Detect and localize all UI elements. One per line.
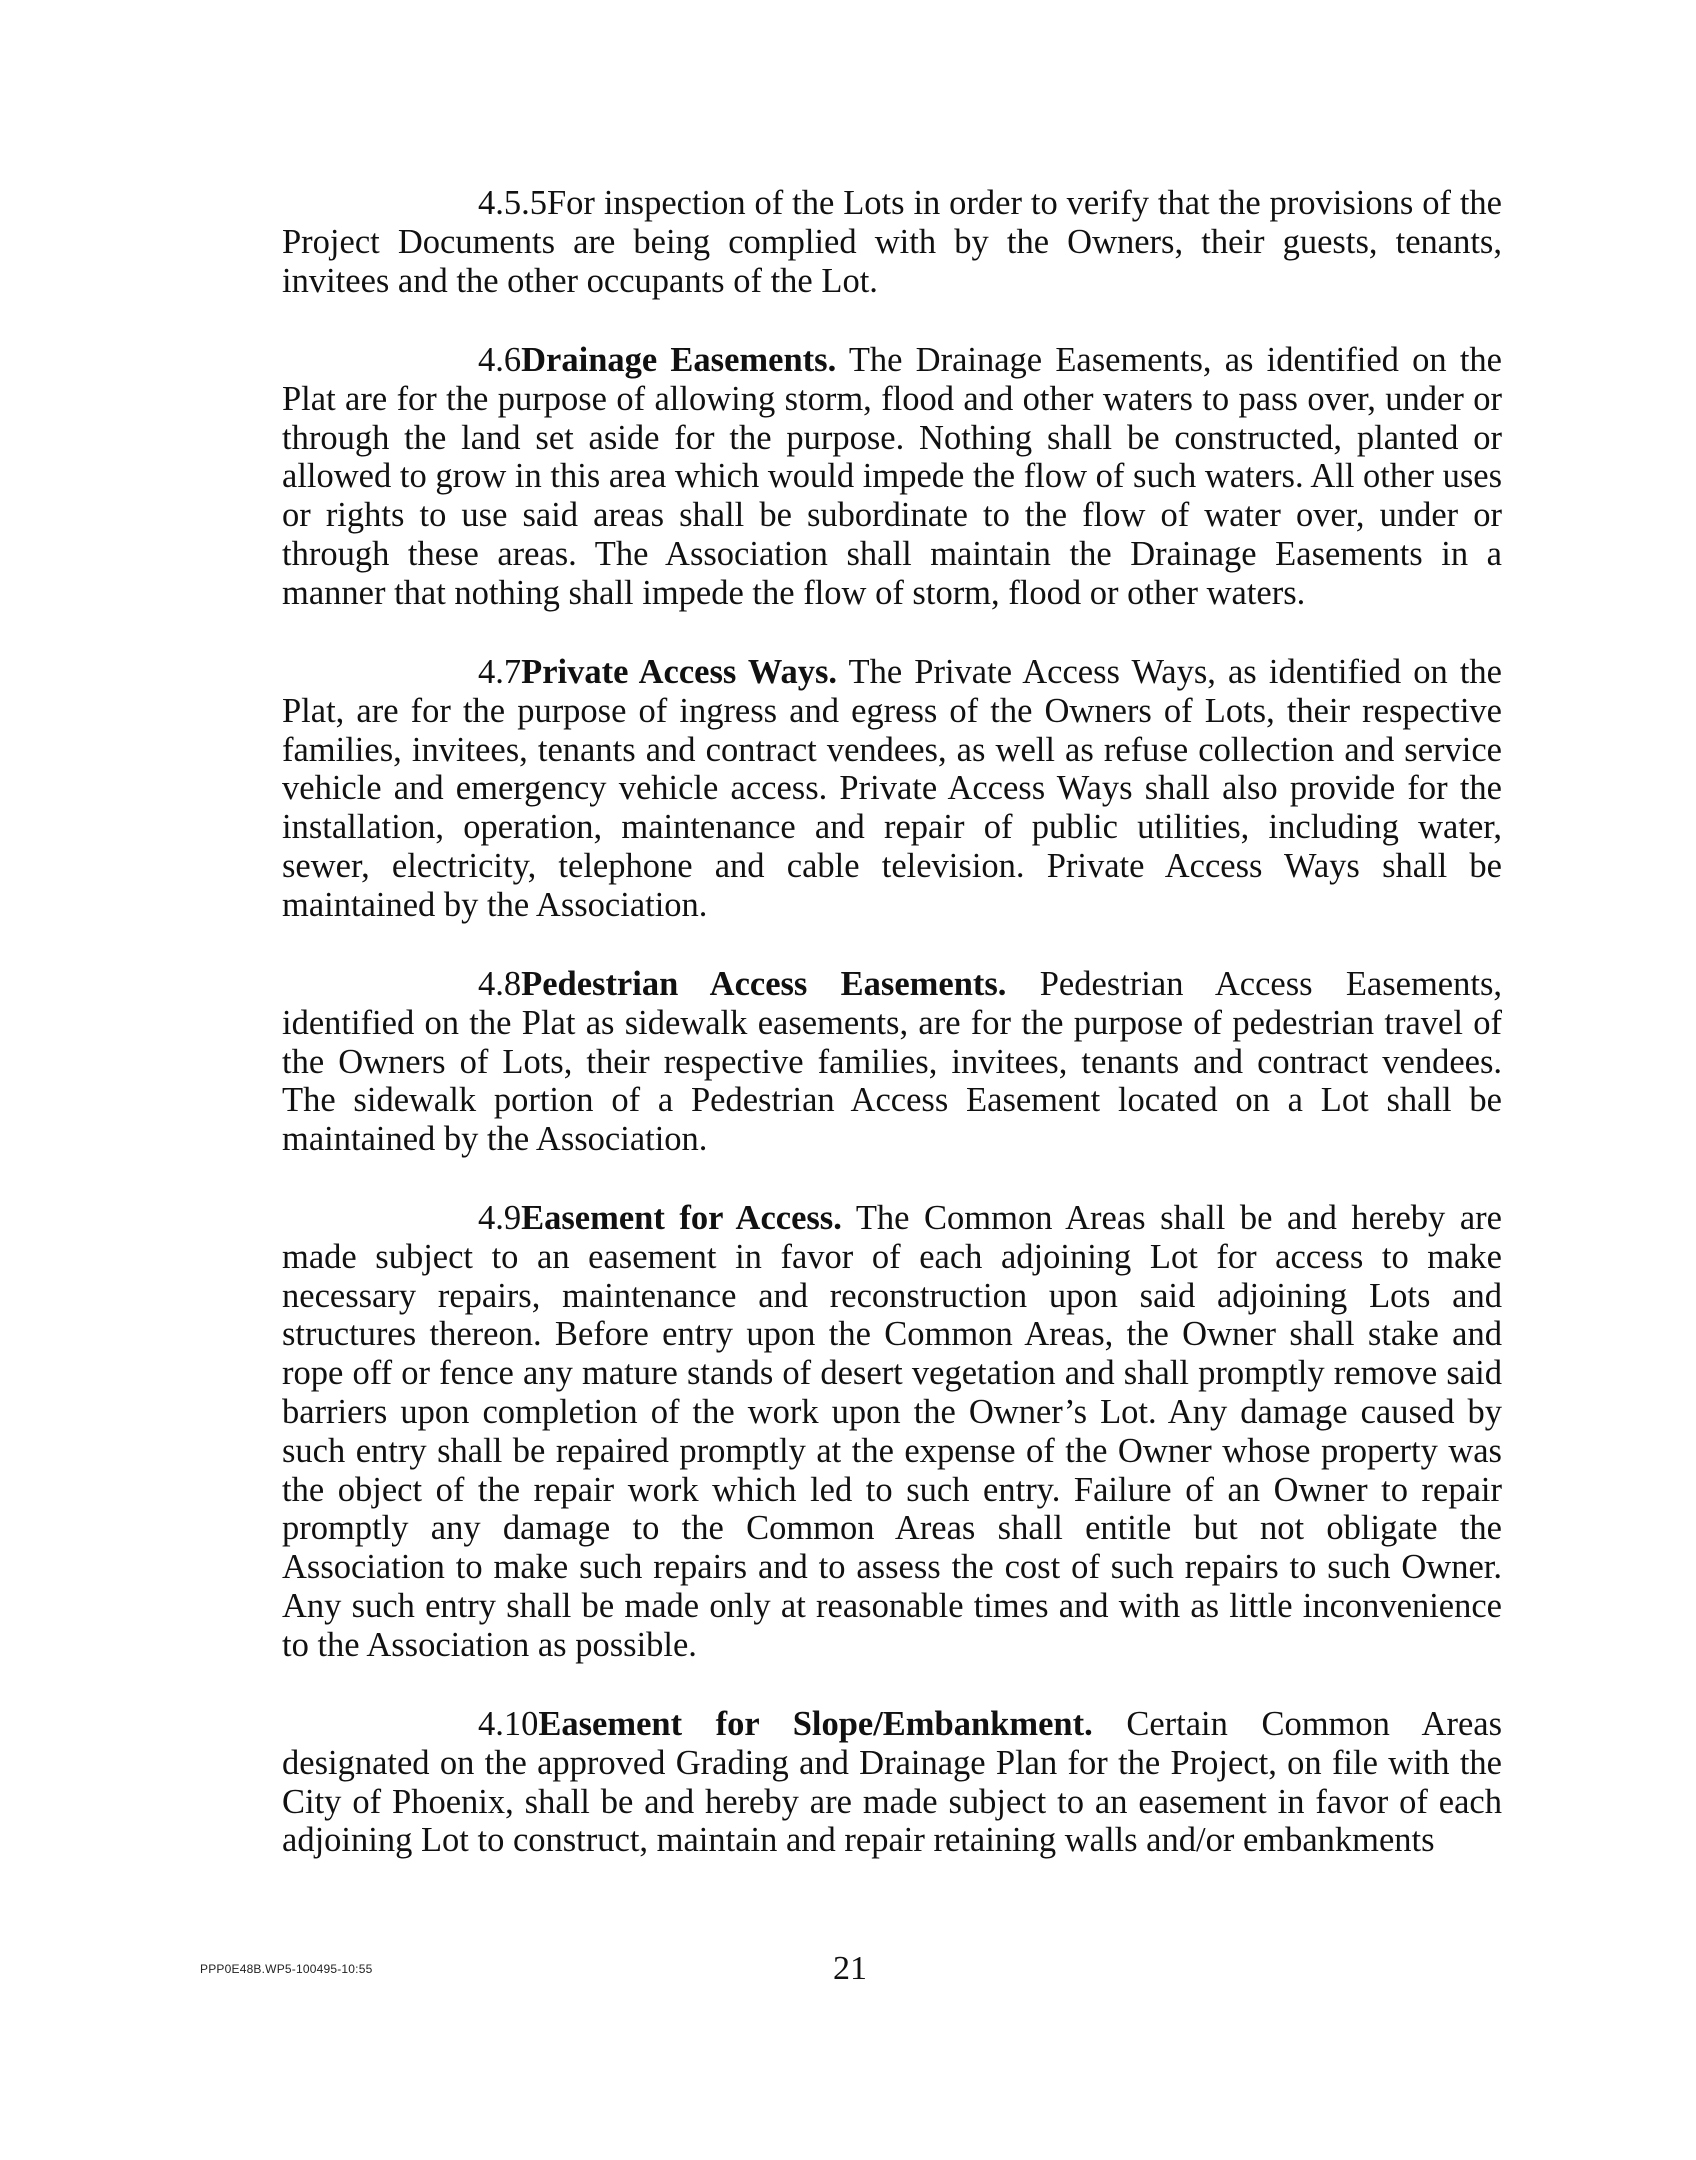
paragraph-body: The Private Access Ways, as identified on the Plat, are for the purpose of ingress and egress of the Owners of Lots, their respective families, invitees, tenants and contract vendees, as well as refuse collection and service vehicle and emergency vehicle access. Private Access Ways shall also provide for the installation, operation, maintenance and repair of public utilities, including water, sewer, electricity, telephone and cable television. Private Access Ways shall be maintained by the Association. xyxy=(282,653,1502,924)
section-heading: Drainage Easements. xyxy=(521,341,837,379)
paragraph-4-9 xyxy=(282,1199,1502,1665)
paragraph-4-7 xyxy=(282,653,1502,925)
paragraph-body: Certain Common Areas designated on the approved Grading and Drainage Plan for the Project, on file with the City of Phoenix, shall be and hereby are made subject to an easement in favor of each adjoining Lot to construct, maintain and repair retaining walls and/or embankments xyxy=(282,1705,1503,1860)
section-heading: Pedestrian Access Easements. xyxy=(521,965,1007,1003)
section-number: 4.5.5 xyxy=(478,184,547,222)
section-heading: Easement for Slope/Embankment. xyxy=(538,1705,1093,1743)
paragraph-body: The Drainage Easements, as identified on the Plat are for the purpose of allowing storm, flood and other waters to pass over, under or through the land set aside for the purpose. Nothing shall be constructed, planted or allowed to grow in this area which would impede the flow of such waters. All other uses or rights to use said areas shall be subordinate to the flow of water over, under or through these areas. The Association shall maintain the Drainage Easements in a manner that nothing shall impede the flow of storm, flood or other waters. xyxy=(282,341,1502,612)
section-number: 4.8 xyxy=(478,965,522,1003)
section-number: 4.6 xyxy=(478,341,522,379)
paragraph-4-8 xyxy=(282,965,1502,1159)
footer-file-code: PPP0E48B.WP5-100495-10:55 xyxy=(200,1962,373,1976)
paragraph-4-10 xyxy=(282,1705,1502,1860)
paragraph-4-5-5 xyxy=(282,184,1502,300)
section-heading: Private Access Ways. xyxy=(521,653,837,691)
paragraph-4-6 xyxy=(282,341,1502,613)
page-number: 21 xyxy=(833,1950,867,1987)
paragraph-body: The Common Areas shall be and hereby are made subject to an easement in favor of each adjoining Lot for access to make necessary repairs, maintenance and reconstruction upon said adjoining Lots and structures thereon. Before entry upon the Common Areas, the Owner shall stake and rope off or fence any mature stands of desert vegetation and shall promptly remove said barriers upon completion of the work upon the Owner’s Lot. Any damage caused by such entry shall be repaired promptly at the expense of the Owner whose property was the object of the repair work which led to such entry. Failure of an Owner to repair promptly any damage to the Common Areas shall entitle but not obligate the Association to make such repairs and to assess the cost of such repairs to such Owner. Any such entry shall be made only at reasonable times and with as little inconvenience to the Association as possible. xyxy=(282,1199,1502,1664)
section-number: 4.10 xyxy=(478,1705,539,1743)
paragraph-body: For inspection of the Lots in order to verify that the provisions of the Project Documents are being complied with by the Owners, their guests, tenants, invitees and the other occupants of the Lot. xyxy=(282,184,1502,300)
section-heading: Easement for Access. xyxy=(521,1199,842,1237)
section-number: 4.7 xyxy=(478,653,522,691)
section-number: 4.9 xyxy=(478,1199,522,1237)
paragraph-body: Pedestrian Access Easements, identified on the Plat as sidewalk easements, are for the purpose of pedestrian travel of the Owners of Lots, their respective families, invitees, tenants and contract vendees. The sidewalk portion of a Pedestrian Access Easement located on a Lot shall be maintained by the Association. xyxy=(282,965,1502,1159)
